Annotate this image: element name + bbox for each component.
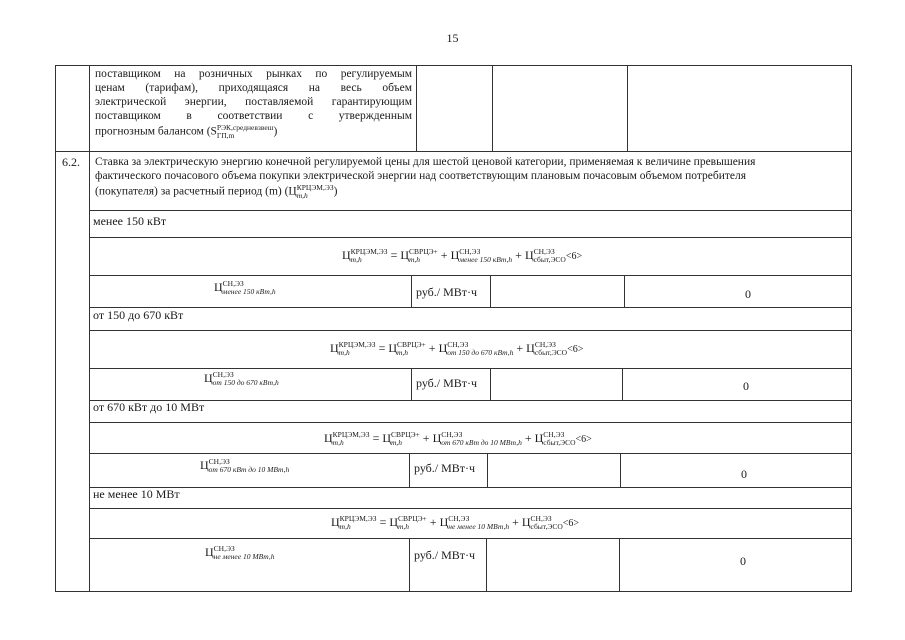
section-4-formula-border xyxy=(89,538,852,539)
section-2-heading-border xyxy=(89,330,852,331)
row-title-bottom-border xyxy=(89,210,852,211)
section-3-col-3 xyxy=(620,453,621,488)
section-3-formula-border xyxy=(89,453,852,454)
section-4-col-1 xyxy=(409,538,410,592)
section-1-unit: руб./ МВт·ч xyxy=(416,285,478,299)
top-row-line-2: ценам (тарифам), приходящаяся на весь объем xyxy=(95,82,412,94)
section-4-col-2 xyxy=(486,538,487,592)
section-2-col-2 xyxy=(490,368,491,401)
section-heading-1: менее 150 кВт xyxy=(93,214,167,228)
section-2-value: 0 xyxy=(743,379,749,393)
top-row-line-1: поставщиком на розничных рынках по регулируемым xyxy=(95,68,412,80)
top-row-line-3: электрической энергии, поставляемой гарантирующим xyxy=(95,96,412,108)
top-row-line-5: прогнозным балансом (S РЭК,средневзвеш ГП,m ) xyxy=(95,123,278,140)
table-frame xyxy=(55,65,852,592)
section-heading-3: от 670 кВт до 10 МВт xyxy=(93,400,205,414)
section-1-col-1 xyxy=(411,275,412,308)
section-heading-4: не менее 10 МВт xyxy=(93,487,180,501)
section-3-unit: руб./ МВт·ч xyxy=(414,461,476,475)
page-number: 15 xyxy=(446,31,459,45)
section-2-formula: Ц КРЦЭМ,ЭЗ m,h = Ц СВРЦЭ+ m,h + Ц СН,ЭЗ от 150 до 670 кВт,h + Ц СН,ЭЗ сбыт,ЭСО <6> xyxy=(330,340,584,358)
row-title-line-2: фактического почасового объема покупки электрической энергии над соответствующим плановым почасовым объемом потребителя xyxy=(95,170,747,182)
section-3-bottom-border xyxy=(89,487,852,488)
section-1-formula-border xyxy=(89,275,852,276)
section-1-heading-border xyxy=(89,237,852,238)
top-row-col-divider-3 xyxy=(627,65,628,151)
section-2-param: Ц СН,ЭЗ от 150 до 670 кВт,h xyxy=(204,370,279,388)
section-2-col-3 xyxy=(622,368,623,401)
section-4-param: Ц СН,ЭЗ не менее 10 МВт,h xyxy=(205,544,275,562)
section-heading-2: от 150 до 670 кВт xyxy=(93,308,184,322)
section-2-col-1 xyxy=(411,368,412,401)
section-3-heading-border xyxy=(89,422,852,423)
section-2-formula-border xyxy=(89,368,852,369)
row-number: 6.2. xyxy=(62,155,80,169)
top-row-col-divider-2 xyxy=(492,65,493,151)
section-1-param: Ц СН,ЭЗ менее 150 кВт,h xyxy=(214,279,276,297)
section-3-col-2 xyxy=(487,453,488,488)
row-title-line-3: (покупателя) за расчетный период (m) (Ц КРЦЭМ,ЭЗ m,h ) xyxy=(95,183,338,200)
section-2-unit: руб./ МВт·ч xyxy=(416,376,478,390)
section-3-param: Ц СН,ЭЗ от 670 кВт до 10 МВт,h xyxy=(200,457,290,475)
section-3-value: 0 xyxy=(741,467,747,481)
section-4-unit: руб./ МВт·ч xyxy=(414,548,476,562)
section-3-col-1 xyxy=(409,453,410,488)
section-1-bottom-border xyxy=(89,307,852,308)
section-3-formula: Ц КРЦЭМ,ЭЗ m,h = Ц СВРЦЭ+ m,h + Ц СН,ЭЗ от 670 кВт до 10 МВт,h + Ц СН,ЭЗ сбыт,ЭСО <6> xyxy=(324,430,592,448)
section-4-formula: Ц КРЦЭМ,ЭЗ m,h = Ц СВРЦЭ+ m,h + Ц СН,ЭЗ не менее 10 МВт,h + Ц СН,ЭЗ сбыт,ЭСО <6> xyxy=(331,514,580,532)
row-title-line-1: Ставка за электрическую энергию конечной регулируемой цены для шестой ценовой категории, применяемая к величине превышения xyxy=(95,156,756,168)
section-1-col-3 xyxy=(624,275,625,308)
section-1-value: 0 xyxy=(745,287,751,301)
section-4-value: 0 xyxy=(740,554,746,568)
section-1-formula: Ц КРЦЭМ,ЭЗ m,h = Ц СВРЦЭ+ m,h + Ц СН,ЭЗ менее 150 кВт,h + Ц СН,ЭЗ сбыт,ЭСО <6> xyxy=(342,247,583,265)
section-1-col-2 xyxy=(490,275,491,308)
number-column-divider xyxy=(89,65,90,592)
top-row-col-divider-1 xyxy=(416,65,417,151)
top-row-bottom-border xyxy=(55,151,852,152)
top-row-line-4: поставщиком в соответствии с утвержденным xyxy=(95,110,412,122)
section-4-heading-border xyxy=(89,508,852,509)
section-4-col-3 xyxy=(619,538,620,592)
